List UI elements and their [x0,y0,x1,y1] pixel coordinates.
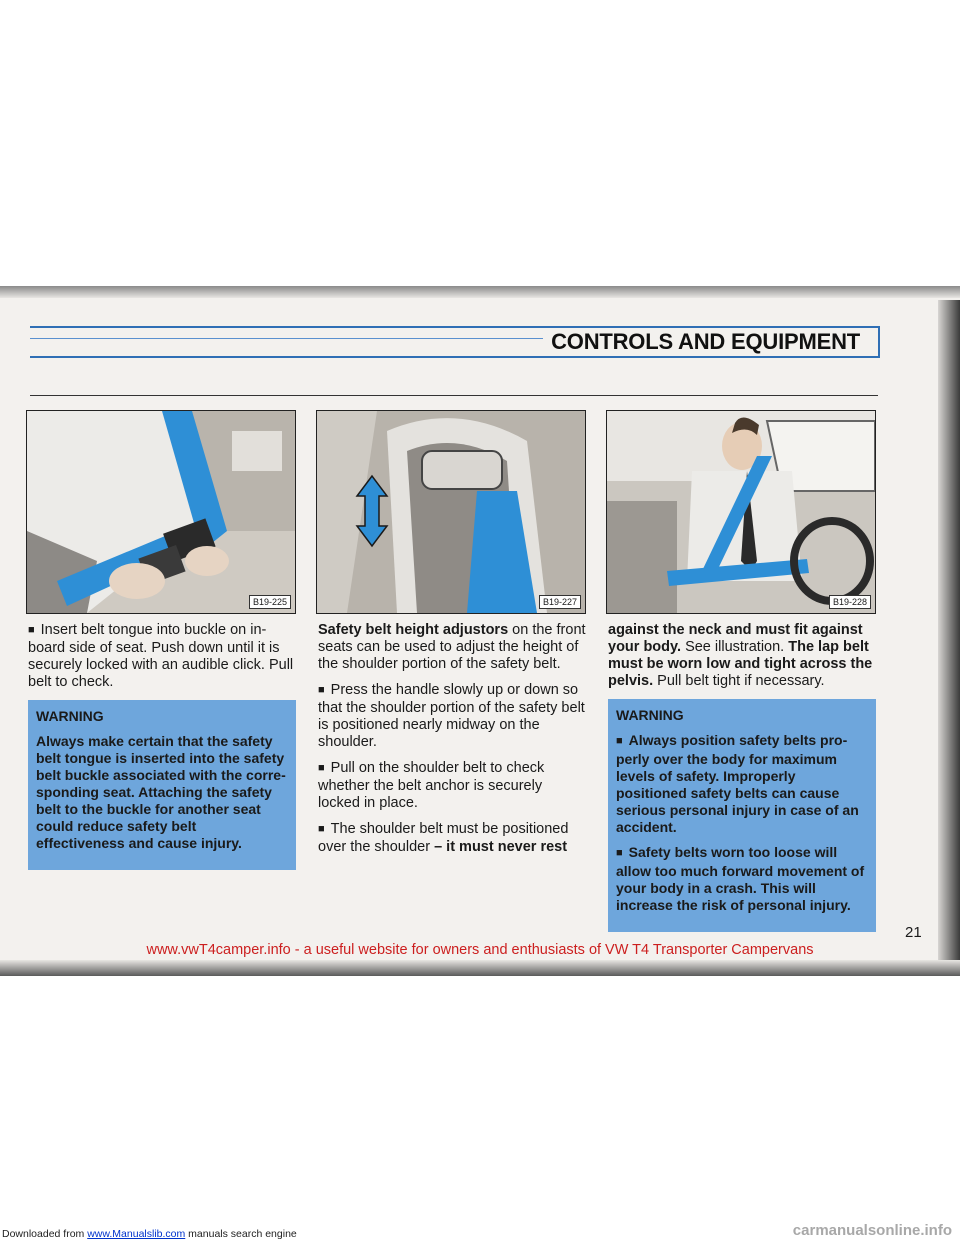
column-2 [318,622,586,865]
watermark: carmanualsonline.info [792,1222,952,1239]
warning-text: Always make certain that the safety belt tongue is inserted into the safety belt buckle associated with the corre-sponding seat. Attaching the safety belt to the buckle for another seat could reduce safety belt effectiveness and cause injury. [36,733,286,851]
figure-code: B19-228 [829,595,871,609]
belt-height-adjustor-illustration [317,411,585,613]
bullet-pull-belt: ■ Pull on the shoulder belt to check whether the belt anchor is securely locked in place. [318,760,586,812]
column-3 [608,622,876,932]
footer-site-text: www.vwT4camper.info - a useful website for owners and enthusiasts of VW T4 Transporter Campervans [146,942,814,958]
driver-wearing-belt-illustration [607,411,875,613]
scan-bottom-edge [0,960,960,976]
section-header [30,326,880,358]
scan-right-edge [938,300,960,976]
figure-driver [606,410,876,614]
download-prefix: Downloaded from [2,1228,88,1240]
instruction-paragraph: ■ Insert belt tongue into buckle on in-board side of seat. Push down until it is securely locked with an audible click. Pull belt to check. [28,622,296,691]
cont-text-2: Pull belt tight if necessary. [653,673,825,689]
intro-bold: Safety belt height adjustors [318,622,509,638]
adjustor-intro [318,622,586,673]
figure-height-adjustor [316,410,586,614]
warning-title: WARNING [616,707,684,723]
download-notice [2,1228,297,1240]
section-title: CONTROLS AND EQUIPMENT [543,328,860,356]
bullet-shoulder [318,821,586,856]
intro-text: on the front seats can be used to adjust the height of the shoulder portion of the safety belt. [318,622,586,672]
figure-code: B19-225 [249,595,291,609]
warning-bullet-1: ■ Always position safety belts pro-perly over the body for maximum levels of safety. Improperly positioned safety belts can cause serious personal injury in case of an accident. [616,732,868,836]
seat-belt-buckle-illustration [27,411,295,613]
warning-bullet-2: ■ Safety belts worn too loose will allow too much forward movement of your body in a crash. This will increase the risk of personal injury. [616,844,868,914]
bullet-plain: The shoulder belt must be positioned over the shoulder [318,821,569,855]
warning-box [608,699,876,932]
cont-bold-2: The lap belt must be worn low and tight across the pelvis. [608,639,873,689]
bullet-press-handle: ■ Press the handle slowly up or down so that the shoulder portion of the safety belt is positioned nearly midway on the shoulder. [318,682,586,751]
figure-buckle [26,410,296,614]
figure-code: B19-227 [539,595,581,609]
continued-paragraph [608,622,876,690]
bullet-bold: – it must never rest [434,839,568,855]
header-rule [30,395,878,396]
download-suffix: manuals search engine [185,1228,297,1240]
manualslib-link[interactable]: www.Manualslib.com [87,1228,186,1240]
page-number: 21 [905,924,922,941]
scan-top-edge [0,286,960,298]
warning-box [28,700,296,870]
warning-title: WARNING [36,708,104,724]
column-1 [28,622,296,870]
cont-text-1: See illustration. [681,639,789,655]
cont-bold-1: against the neck and must fit against your body. [608,622,863,655]
